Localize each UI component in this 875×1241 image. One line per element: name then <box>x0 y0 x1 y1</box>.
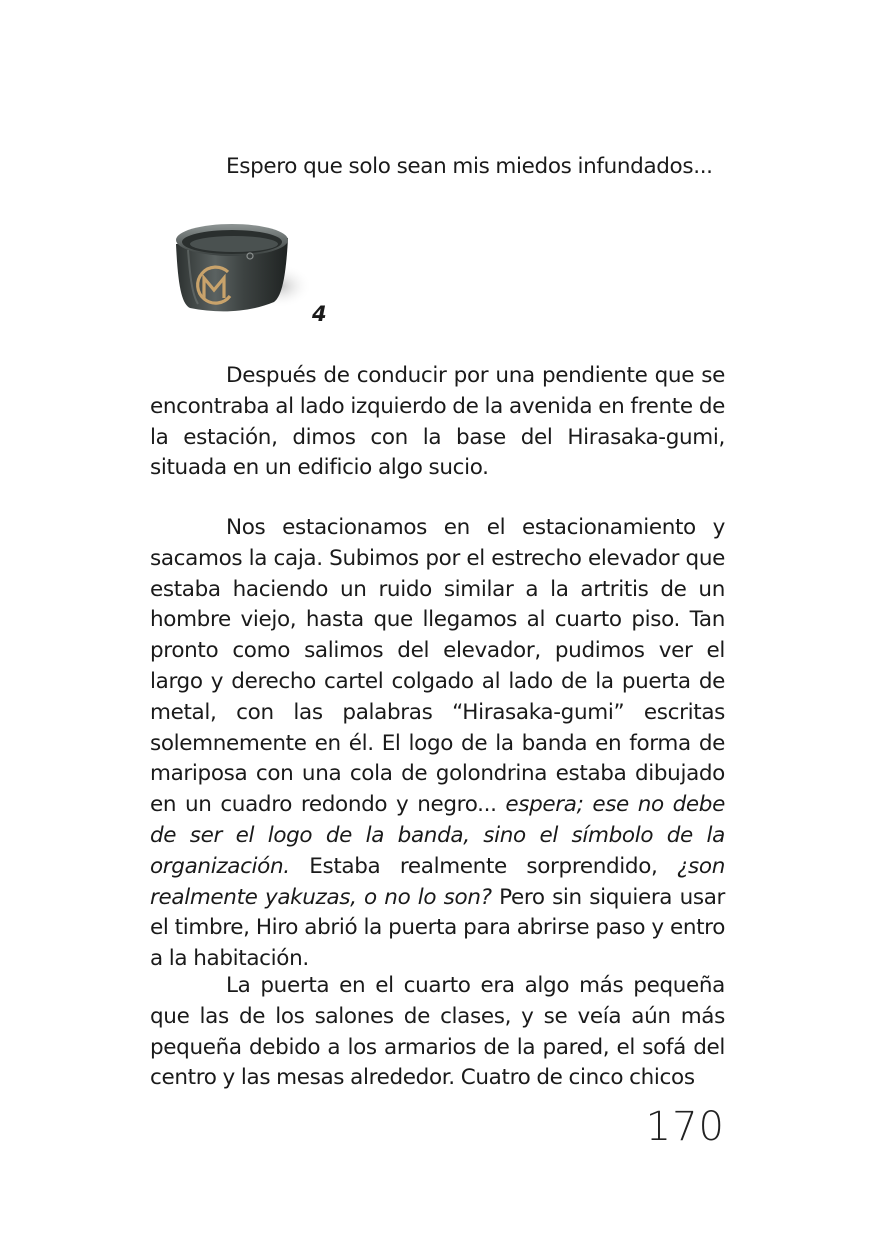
book-page <box>150 0 725 1241</box>
paragraph-2 <box>150 513 725 975</box>
paragraph-2-text-a: Nos estacionamos en el estacionamiento y sacamos la caja. Subimos por el estrecho elevador que estaba haciendo un ruido similar a la artritis de un hombre viejo, hasta que llegamos al cuarto piso. Tan pronto como salimos del elevador, pudimos ver el largo y derecho cartel colgado al lado de la puerta de metal, con las palabras “Hirasaka-gumi” escritas solemnemente en él. El logo de la banda en forma de mariposa con una cola de golondrina estaba dibujado en un cuadro redondo y negro... <box>150 515 725 818</box>
page-number: 170 <box>645 1104 725 1150</box>
bracelet-illustration <box>170 216 312 316</box>
section-marker: 4 <box>312 302 327 326</box>
paragraph-2-text-e: Pero sin siquiera usar el timbre, Hiro abrió la puerta para abrirse paso y entro a la habitación. <box>150 884 726 972</box>
paragraph-2-text-c: Estaba realmente sorprendido, <box>289 853 677 879</box>
paragraph-2-italic-b: espera; ese no debe de ser el logo de la banda, sino el símbolo de la organización. <box>150 792 725 879</box>
intro-line: Espero que solo sean mis miedos infundados... <box>226 154 713 179</box>
paragraph-2-italic-d: ¿son realmente yakuzas, o no lo son? <box>150 853 725 910</box>
paragraph-1: Después de conducir por una pendiente que se encontraba al lado izquierdo de la avenida en frente de la estación, dimos con la base del Hirasaka-gumi, situada en un edificio algo sucio. <box>150 363 725 481</box>
paragraph-3: La puerta en el cuarto era algo más pequeña que las de los salones de clases, y se veía aún más pequeña debido a los armarios de la pared, el sofá del centro y las mesas alrededor. Cuatro de cinco chicos <box>150 973 725 1091</box>
bracelet-with-emblem-icon <box>170 216 312 316</box>
